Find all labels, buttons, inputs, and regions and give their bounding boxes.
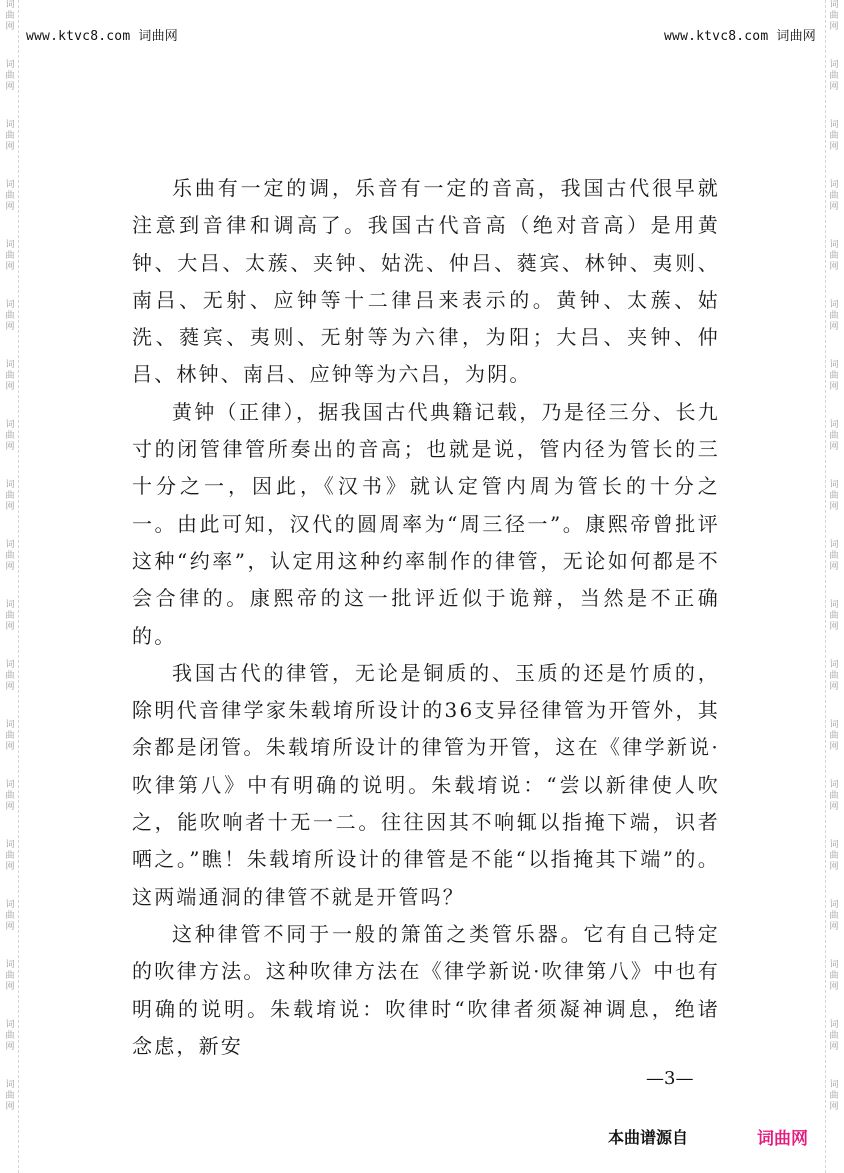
watermark-char: 曲 (829, 611, 839, 621)
watermark-unit (5, 480, 14, 513)
watermark-char: 曲 (829, 431, 839, 441)
watermark-unit (5, 300, 14, 333)
watermark-char: 网 (829, 982, 839, 992)
watermark-char: 词 (5, 900, 15, 910)
watermark-char: 网 (829, 502, 839, 512)
watermark-char: 词 (829, 360, 839, 370)
watermark-unit (5, 360, 14, 393)
watermark-char: 词 (5, 240, 15, 250)
watermark-unit (5, 720, 14, 753)
watermark-char: 词 (5, 360, 15, 370)
watermark-char: 词 (5, 540, 15, 550)
watermark-char: 曲 (829, 371, 839, 381)
watermark-unit (5, 600, 14, 633)
watermark-char: 曲 (829, 71, 839, 81)
watermark-char: 词 (829, 960, 839, 970)
watermark-unit (829, 1080, 838, 1113)
watermark-char: 网 (829, 1102, 839, 1112)
watermark-char: 网 (5, 1102, 15, 1112)
watermark-char: 网 (829, 622, 839, 632)
watermark-unit (5, 780, 14, 813)
watermark-unit (829, 0, 838, 33)
paragraph-4: 这种律管不同于一般的箫笛之类管乐器。它有自己特定的吹律方法。这种吹律方法在《律学新说·吹律第八》中也有明确的说明。朱载堉说：吹律时“吹律者须凝神调息，绝诸念虑，新安 (132, 921, 720, 1058)
left-watermark-strip (2, 0, 19, 1173)
watermark-char: 词 (5, 600, 15, 610)
watermark-unit (829, 360, 838, 393)
watermark-unit (5, 120, 14, 153)
watermark-char: 网 (829, 802, 839, 812)
article-body (132, 170, 720, 1065)
watermark-unit (5, 1020, 14, 1053)
watermark-char: 曲 (5, 11, 15, 21)
watermark-unit (5, 60, 14, 93)
watermark-char: 词 (5, 480, 15, 490)
watermark-unit (5, 1080, 14, 1113)
watermark-char: 曲 (829, 311, 839, 321)
watermark-char: 词 (829, 300, 839, 310)
watermark-char: 网 (5, 562, 15, 572)
watermark-unit (829, 420, 838, 453)
watermark-char: 曲 (829, 791, 839, 801)
watermark-char: 曲 (829, 491, 839, 501)
watermark-char: 曲 (829, 851, 839, 861)
page-number: —3— (646, 1068, 694, 1089)
watermark-char: 曲 (829, 551, 839, 561)
watermark-char: 词 (829, 840, 839, 850)
paragraph-2: 黄钟（正律），据我国古代典籍记载，乃是径三分、长九寸的闭管律管所奏出的音高；也就是说，管内径为管长的三十分之一，因此，《汉书》就认定管内周为管长的十分之一。由此可知，汉代的圆周率为“周三径一”。康熙帝曾批评这种“约率”，认定用这种约率制作的律管，无论如何都是不会合律的。康熙帝的这一批评近似于诡辩，当然是不正确的。 (132, 399, 720, 648)
footer-source-label: 本曲谱源自 (608, 1128, 689, 1147)
watermark-char: 词 (829, 420, 839, 430)
watermark-char: 网 (5, 502, 15, 512)
watermark-char: 网 (829, 742, 839, 752)
watermark-char: 网 (829, 1042, 839, 1052)
watermark-char: 网 (829, 82, 839, 92)
watermark-char: 网 (829, 142, 839, 152)
watermark-char: 词 (5, 780, 15, 790)
watermark-char: 曲 (5, 251, 15, 261)
watermark-char: 曲 (5, 491, 15, 501)
watermark-char: 网 (829, 442, 839, 452)
watermark-char: 网 (5, 682, 15, 692)
watermark-char: 曲 (829, 671, 839, 681)
header-url-right: www.ktvc8.com 词曲网 (664, 29, 816, 44)
watermark-char: 曲 (829, 191, 839, 201)
watermark-char: 网 (5, 442, 15, 452)
watermark-char: 曲 (5, 551, 15, 561)
watermark-char: 网 (5, 262, 15, 272)
watermark-char: 网 (829, 922, 839, 932)
watermark-char: 词 (829, 600, 839, 610)
watermark-char: 曲 (5, 431, 15, 441)
watermark-char: 网 (829, 682, 839, 692)
watermark-unit (829, 960, 838, 993)
paragraph-1: 乐曲有一定的调，乐音有一定的音高，我国古代很早就注意到音律和调高了。我国古代音高（绝对音高）是用黄钟、大吕、太蔟、夹钟、姑洗、仲吕、蕤宾、林钟、夷则、南吕、无射、应钟等十二律吕来表示的。黄钟、太蔟、姑洗、蕤宾、夷则、无射等为六律，为阳；大吕、夹钟、仲吕、林钟、南吕、应钟等为六吕，为阴。 (132, 176, 720, 387)
watermark-unit (5, 420, 14, 453)
watermark-char: 网 (5, 142, 15, 152)
watermark-unit (5, 180, 14, 213)
watermark-unit (829, 840, 838, 873)
watermark-char: 曲 (829, 11, 839, 21)
watermark-unit (829, 120, 838, 153)
watermark-char: 词 (5, 0, 15, 10)
watermark-char: 词 (5, 120, 15, 130)
watermark-char: 词 (829, 0, 839, 10)
watermark-char: 词 (5, 420, 15, 430)
watermark-unit (5, 840, 14, 873)
watermark-unit (829, 300, 838, 333)
watermark-unit (829, 660, 838, 693)
watermark-char: 词 (5, 960, 15, 970)
watermark-char: 词 (5, 1020, 15, 1030)
watermark-unit (829, 60, 838, 93)
watermark-char: 网 (5, 1042, 15, 1052)
watermark-char: 词 (5, 840, 15, 850)
watermark-char: 曲 (5, 1031, 15, 1041)
watermark-char: 曲 (829, 131, 839, 141)
watermark-char: 曲 (5, 371, 15, 381)
right-watermark-strip (825, 0, 842, 1173)
watermark-unit (829, 240, 838, 273)
watermark-char: 网 (5, 802, 15, 812)
watermark-char: 曲 (5, 971, 15, 981)
watermark-char: 网 (5, 922, 15, 932)
watermark-char: 网 (5, 322, 15, 332)
watermark-char: 网 (829, 862, 839, 872)
watermark-char: 词 (829, 480, 839, 490)
watermark-char: 词 (829, 540, 839, 550)
watermark-char: 网 (5, 862, 15, 872)
watermark-unit (829, 480, 838, 513)
watermark-char: 网 (829, 262, 839, 272)
watermark-char: 曲 (5, 131, 15, 141)
watermark-unit (5, 240, 14, 273)
watermark-unit (5, 900, 14, 933)
watermark-char: 词 (5, 1080, 15, 1090)
watermark-unit (829, 720, 838, 753)
watermark-unit (829, 780, 838, 813)
watermark-char: 网 (829, 322, 839, 332)
watermark-unit (829, 180, 838, 213)
watermark-char: 网 (829, 22, 839, 32)
watermark-char: 曲 (5, 1091, 15, 1101)
footer-brand-logo: 词曲网 (757, 1129, 808, 1149)
watermark-char: 曲 (5, 731, 15, 741)
watermark-char: 网 (5, 382, 15, 392)
watermark-unit (829, 540, 838, 573)
watermark-unit (829, 900, 838, 933)
watermark-char: 词 (829, 240, 839, 250)
watermark-char: 曲 (829, 911, 839, 921)
watermark-unit (5, 960, 14, 993)
watermark-char: 词 (829, 120, 839, 130)
header-url-left: www.ktvc8.com 词曲网 (26, 29, 178, 44)
watermark-char: 网 (5, 202, 15, 212)
watermark-char: 网 (829, 562, 839, 572)
watermark-char: 词 (829, 900, 839, 910)
watermark-char: 曲 (5, 311, 15, 321)
watermark-char: 曲 (829, 731, 839, 741)
watermark-char: 词 (5, 300, 15, 310)
watermark-char: 曲 (5, 71, 15, 81)
watermark-char: 曲 (829, 971, 839, 981)
watermark-char: 曲 (5, 671, 15, 681)
watermark-char: 词 (5, 720, 15, 730)
watermark-unit (829, 600, 838, 633)
watermark-char: 曲 (829, 251, 839, 261)
watermark-char: 曲 (829, 1091, 839, 1101)
watermark-char: 网 (829, 382, 839, 392)
watermark-char: 网 (5, 982, 15, 992)
watermark-char: 词 (5, 60, 15, 70)
watermark-char: 网 (829, 202, 839, 212)
watermark-char: 曲 (829, 1031, 839, 1041)
watermark-char: 曲 (5, 791, 15, 801)
watermark-char: 曲 (5, 911, 15, 921)
watermark-char: 网 (5, 82, 15, 92)
watermark-unit (829, 1020, 838, 1053)
watermark-char: 曲 (5, 191, 15, 201)
watermark-unit (5, 540, 14, 573)
watermark-char: 词 (5, 660, 15, 670)
watermark-char: 词 (5, 180, 15, 190)
watermark-char: 词 (829, 1080, 839, 1090)
watermark-char: 曲 (5, 611, 15, 621)
watermark-char: 网 (5, 742, 15, 752)
watermark-char: 网 (5, 622, 15, 632)
watermark-unit (5, 0, 14, 33)
watermark-char: 词 (829, 660, 839, 670)
watermark-char: 词 (829, 720, 839, 730)
watermark-char: 词 (829, 60, 839, 70)
watermark-char: 网 (5, 22, 15, 32)
watermark-char: 曲 (5, 851, 15, 861)
watermark-char: 词 (829, 1020, 839, 1030)
watermark-char: 词 (829, 780, 839, 790)
paragraph-3: 我国古代的律管，无论是铜质的、玉质的还是竹质的，除明代音律学家朱载堉所设计的36支异径律管为开管外，其余都是闭管。朱载堉所设计的律管为开管，这在《律学新说·吹律第八》中有明确的说明。朱载堉说：“尝以新律使人吹之，能吹响者十无一二。往往因其不响辄以指掩下端，识者哂之。”瞧！朱载堉所设计的律管是不能“以指掩其下端”的。这两端通洞的律管不就是开管吗？ (132, 660, 720, 909)
watermark-char: 词 (829, 180, 839, 190)
watermark-unit (5, 660, 14, 693)
